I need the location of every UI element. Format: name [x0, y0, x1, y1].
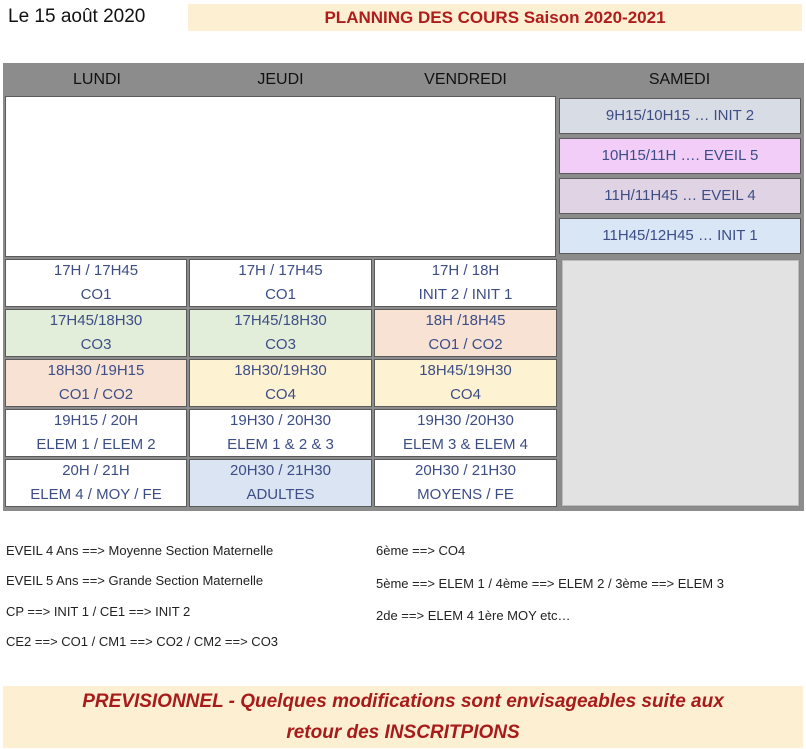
slot-group: CO1 / CO2 — [58, 386, 134, 403]
slot-group: ELEM 1 / ELEM 2 — [36, 436, 156, 453]
slot-time: 19H30 /20H30 — [417, 412, 514, 429]
lundi-slot — [5, 259, 187, 307]
jeudi-slot — [189, 359, 372, 407]
slot-group: INIT 2 / INIT 1 — [418, 286, 513, 303]
slot-time: 20H30 / 21H30 — [415, 462, 516, 479]
lundi-slot — [5, 409, 187, 457]
note-line: EVEIL 4 Ans ==> Moyenne Section Maternelle — [6, 543, 274, 558]
jeudi-slot — [189, 459, 372, 507]
slot-time: 17H45/18H30 — [49, 312, 143, 329]
date-label: Le 15 août 2020 — [8, 6, 146, 27]
empty-morning-block — [5, 96, 556, 257]
lundi-slot — [5, 309, 187, 357]
saturday-slot: 9H15/10H15 … INIT 2 — [559, 98, 801, 134]
header-jeudi: JEUDI — [257, 71, 304, 88]
slot-group: CO1 — [265, 286, 296, 303]
slot-time: 18H45/19H30 — [419, 362, 512, 379]
vendredi-slot — [374, 259, 557, 307]
slot-group: CO4 — [265, 386, 296, 403]
jeudi-slot — [189, 309, 372, 357]
note-line: CE2 ==> CO1 / CM1 ==> CO2 / CM2 ==> CO3 — [6, 634, 279, 649]
saturday-empty-block — [561, 259, 800, 507]
slot-group: CO4 — [450, 386, 481, 403]
slot-group: CO3 — [80, 336, 112, 353]
jeudi-slot — [189, 259, 372, 307]
slot-group: ELEM 1 & 2 & 3 — [227, 436, 334, 453]
slot-group: CO3 — [265, 336, 296, 353]
slot-time: 17H / 18H — [431, 262, 500, 279]
vendredi-slot — [374, 309, 557, 357]
slot-group: ELEM 3 & ELEM 4 — [402, 436, 529, 453]
schedule-table — [3, 63, 804, 511]
slot-group: MOYENS / FE — [417, 486, 514, 503]
lundi-slot — [5, 359, 187, 407]
header-vendredi: VENDREDI — [424, 71, 507, 88]
footer-banner — [3, 686, 803, 748]
header-samedi: SAMEDI — [648, 71, 711, 88]
note-line: 5ème ==> ELEM 1 / 4ème ==> ELEM 2 / 3ème ==> ELEM 3 — [376, 576, 724, 591]
slot-group: CO1 / CO2 — [428, 336, 503, 353]
vendredi-slot — [374, 409, 557, 457]
slot-time: 17H / 17H45 — [238, 262, 323, 279]
saturday-slot: 11H45/12H45 … INIT 1 — [559, 218, 801, 254]
slot-time: 18H /18H45 — [425, 312, 506, 329]
note-line: CP ==> INIT 1 / CE1 ==> INIT 2 — [6, 604, 191, 619]
slot-time: 19H30 / 20H30 — [230, 412, 331, 429]
slot-time: 18H30/19H30 — [234, 362, 327, 379]
header-lundi: LUNDI — [72, 71, 121, 88]
footer-line-1: PREVISIONNEL - Quelques modifications sont envisageables suite aux — [82, 691, 724, 712]
slot-time: 18H30 /19H15 — [47, 362, 145, 379]
slot-group: ELEM 4 / MOY / FE — [30, 486, 162, 503]
slot-group: CO1 — [80, 286, 112, 303]
slot-group: ADULTES — [246, 486, 315, 503]
slot-time: 17H / 17H45 — [53, 262, 139, 279]
note-line: 6ème ==> CO4 — [376, 543, 466, 558]
note-line: 2de ==> ELEM 4 1ère MOY etc… — [376, 608, 571, 623]
vendredi-slot — [374, 459, 557, 507]
jeudi-slot — [189, 409, 372, 457]
vendredi-slot — [374, 359, 557, 407]
slot-time: 17H45/18H30 — [234, 312, 327, 329]
footer-line-2: retour des INSCRITPIONS — [286, 722, 520, 743]
saturday-slot: 11H/11H45 … EVEIL 4 — [559, 178, 801, 214]
slot-time: 20H30 / 21H30 — [230, 462, 331, 479]
saturday-slot: 10H15/11H …. EVEIL 5 — [559, 138, 801, 174]
slot-time: 19H15 / 20H — [53, 412, 139, 429]
lundi-slot — [5, 459, 187, 507]
page-title: PLANNING DES COURS Saison 2020-2021 — [188, 4, 802, 31]
note-line: EVEIL 5 Ans ==> Grande Section Maternelle — [6, 573, 264, 588]
slot-time: 20H / 21H — [62, 462, 130, 479]
